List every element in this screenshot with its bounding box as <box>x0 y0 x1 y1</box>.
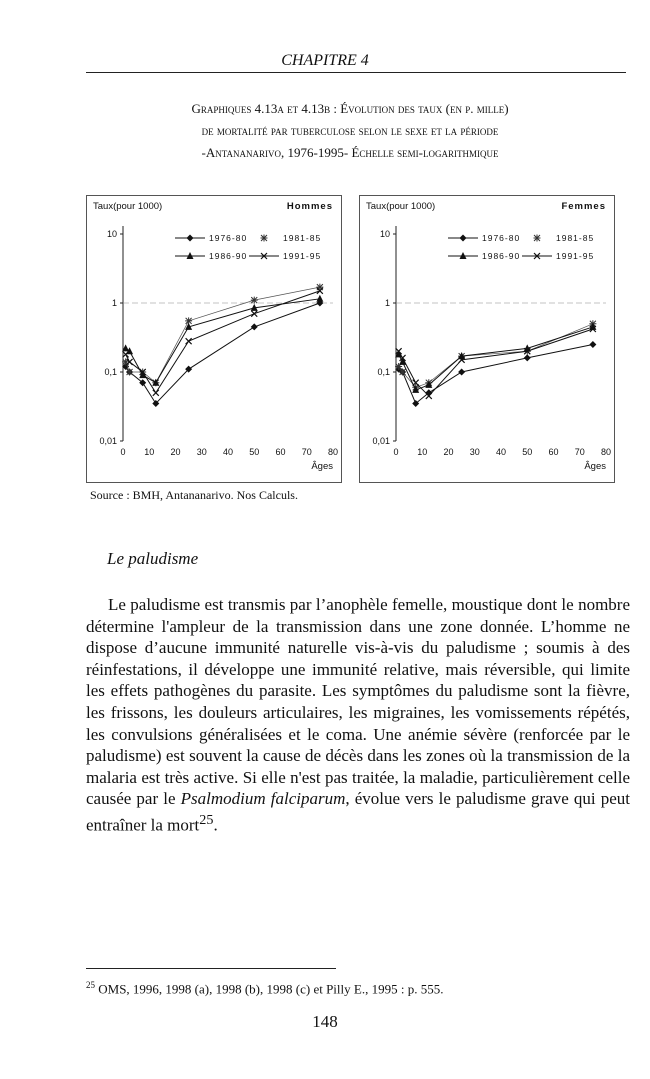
x-tick-label: 20 <box>443 447 454 457</box>
x-tick-label: 0 <box>393 447 399 457</box>
data-point <box>524 354 531 361</box>
series-1986-90 <box>122 295 323 386</box>
data-point <box>126 369 133 376</box>
x-tick-label: 60 <box>275 447 286 457</box>
chart-hommes <box>86 195 342 483</box>
y-tick-label: 1 <box>384 298 390 308</box>
data-point <box>261 235 268 242</box>
data-point <box>123 351 129 357</box>
legend-entry <box>261 235 268 242</box>
legend-entry <box>175 252 205 259</box>
y-tick-label: 0,1 <box>377 367 390 377</box>
chart-svg <box>360 196 614 482</box>
footnote <box>86 980 443 997</box>
x-tick-label: 20 <box>170 447 181 457</box>
x-tick-label: 30 <box>196 447 207 457</box>
chart-title: Hommes <box>286 201 333 212</box>
legend-label: 1976-80 <box>209 233 248 243</box>
x-axis-title: Âges <box>311 461 333 472</box>
chart-svg <box>87 196 341 482</box>
section-heading: Le paludisme <box>107 549 199 568</box>
series-line <box>126 291 320 393</box>
y-axis-title: Taux(pour 1000) <box>93 201 163 212</box>
series-1976-80 <box>122 300 323 407</box>
data-point <box>399 369 406 376</box>
x-tick-label: 50 <box>249 447 260 457</box>
data-point <box>316 284 323 291</box>
data-point <box>186 338 192 344</box>
data-point <box>425 381 432 388</box>
legend-entry <box>534 235 541 242</box>
x-tick-label: 30 <box>469 447 480 457</box>
data-point <box>458 369 465 376</box>
y-axis-title: Taux(pour 1000) <box>366 201 436 212</box>
legend-label: 1986-90 <box>209 251 248 261</box>
caption-line: Graphiques 4.13a et 4.13b : Évolution des taux (en p. mille) <box>191 101 509 116</box>
legend-label: 1981-85 <box>283 233 322 243</box>
x-tick-label: 40 <box>495 447 507 457</box>
x-tick-label: 80 <box>600 447 612 457</box>
figure-caption <box>90 98 610 164</box>
caption-line: -Antananarivo, 1976-1995- Échelle semi-logarithmique <box>201 145 499 160</box>
legend-label: 1981-85 <box>556 233 595 243</box>
data-point <box>187 235 194 242</box>
y-tick-label: 1 <box>111 298 117 308</box>
y-tick-label: 0,1 <box>104 367 117 377</box>
data-point <box>460 235 467 242</box>
y-tick-label: 10 <box>106 229 117 239</box>
paragraph-italic-term: Psalmodium falciparum <box>180 789 346 809</box>
legend-label: 1991-95 <box>556 251 595 261</box>
legend-label: 1986-90 <box>482 251 521 261</box>
series-line <box>126 299 320 383</box>
series-line <box>399 327 593 390</box>
legend-label: 1976-80 <box>482 233 521 243</box>
data-point <box>589 341 596 348</box>
legend-entry <box>448 252 478 259</box>
page-number: 148 <box>312 1012 338 1031</box>
x-tick-label: 0 <box>120 447 126 457</box>
series-1981-85 <box>122 284 323 387</box>
chart-femmes <box>359 195 615 483</box>
x-tick-label: 50 <box>522 447 533 457</box>
legend-entry <box>522 253 552 259</box>
footnote-text: OMS, 1996, 1998 (a), 1998 (b), 1998 (c) et Pilly E., 1995 : p. 555. <box>95 981 444 997</box>
footnote-reference[interactable]: 25 <box>199 811 214 828</box>
legend-entry <box>448 235 478 242</box>
data-point <box>251 323 258 330</box>
body-paragraph <box>86 594 630 836</box>
paragraph-text-end: , évolue vers le paludisme grave qui peut entraîner la mort <box>86 789 630 835</box>
legend-entry <box>249 253 279 259</box>
y-tick-label: 0,01 <box>99 436 117 446</box>
paragraph-period: . <box>213 815 218 835</box>
x-tick-label: 70 <box>574 447 585 457</box>
data-point <box>153 390 159 396</box>
legend-entry <box>175 235 205 242</box>
x-axis-title: Âges <box>584 461 606 472</box>
paragraph-text: Le paludisme est transmis par l’anophèle femelle, moustique dont le nombre détermine l'ampleur de la transmission dans une zone donnée. L’homme ne dispose d’aucune immunité naturelle vis-à-vis du paludisme ; soumis à des réinfestations, il développe une immunité relative, mais réversible, qui limite les effets pathogènes du parasite. Les symptômes du paludisme sont la fièvre, les frissons, les douleurs articulaires, les migraines, les vomissements répétés, les convulsions généralisées et le coma. Une anémie sévère (renforcée par le paludisme) est souvent la cause de décès dans les zones où la transmission de la malaria est très active. Si elle n'est pas traitée, la maladie, particulièrement celle causée par le <box>86 595 630 809</box>
footnote-rule <box>86 968 336 969</box>
series-line <box>126 303 320 403</box>
data-point <box>251 311 257 317</box>
series-1991-95 <box>123 288 323 396</box>
running-header: CHAPITRE 4 <box>281 52 369 69</box>
x-tick-label: 80 <box>327 447 339 457</box>
series-1991-95 <box>396 326 596 399</box>
header-rule <box>86 72 626 73</box>
legend-label: 1991-95 <box>283 251 322 261</box>
data-point <box>316 295 323 302</box>
x-tick-label: 10 <box>144 447 155 457</box>
x-tick-label: 10 <box>417 447 428 457</box>
chart-title: Femmes <box>561 201 606 212</box>
series-1976-80 <box>395 341 596 407</box>
figure-source: Source : BMH, Antananarivo. Nos Calculs. <box>90 488 298 502</box>
x-tick-label: 40 <box>222 447 234 457</box>
y-tick-label: 10 <box>379 229 390 239</box>
footnote-number: 25 <box>86 980 95 990</box>
y-tick-label: 0,01 <box>372 436 390 446</box>
caption-line: de mortalité par tuberculose selon le sexe et la période <box>201 123 499 138</box>
data-point <box>251 297 258 304</box>
x-tick-label: 60 <box>548 447 559 457</box>
data-point <box>534 235 541 242</box>
x-tick-label: 70 <box>301 447 312 457</box>
